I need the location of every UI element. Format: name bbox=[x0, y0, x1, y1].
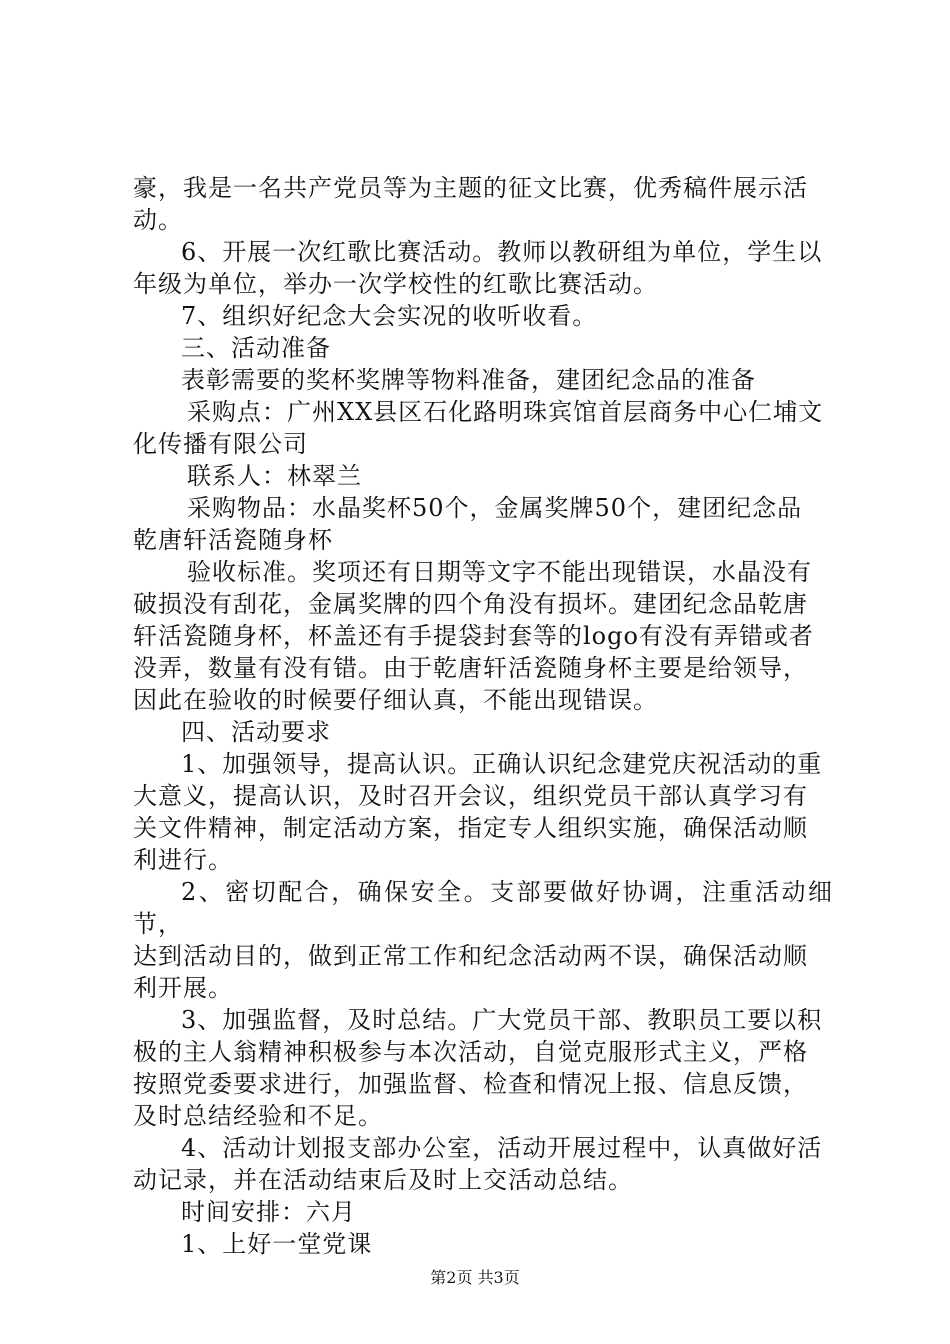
text-line: 没弄，数量有没有错。由于乾唐轩活瓷随身杯主要是给领导， bbox=[133, 654, 808, 682]
text-line: 4、活动计划报支部办公室，活动开展过程中，认真做好活 bbox=[181, 1134, 823, 1162]
paragraph bbox=[133, 556, 833, 716]
text-line: 按照党委要求进行，加强监督、检查和情况上报、信息反馈， bbox=[133, 1070, 808, 1098]
text-line: 利进行。 bbox=[133, 846, 233, 874]
text-line: 联系人：林翠兰 bbox=[187, 462, 362, 490]
paragraph bbox=[133, 1228, 833, 1260]
text-line: 采购点：广州XX县区石化路明珠宾馆首层商务中心仁埔文 bbox=[187, 398, 824, 426]
text-line: 动。 bbox=[133, 206, 183, 234]
text-line: 因此在验收的时候要仔细认真，不能出现错误。 bbox=[133, 686, 658, 714]
paragraph bbox=[133, 748, 833, 876]
paragraph bbox=[133, 332, 833, 364]
text-line: 轩活瓷随身杯，杯盖还有手提袋封套等的logo有没有弄错或者 bbox=[133, 622, 814, 650]
paragraph bbox=[133, 716, 833, 748]
text-line: 及时总结经验和不足。 bbox=[133, 1102, 383, 1130]
paragraph bbox=[133, 300, 833, 332]
text-line: 动记录，并在活动结束后及时上交活动总结。 bbox=[133, 1166, 633, 1194]
paragraph bbox=[133, 1004, 833, 1132]
text-line: 破损没有刮花，金属奖牌的四个角没有损坏。建团纪念品乾唐 bbox=[133, 590, 808, 618]
document-body bbox=[133, 172, 833, 1260]
text-line: 采购物品：水晶奖杯50个，金属奖牌50个，建团纪念品 bbox=[187, 494, 803, 522]
paragraph bbox=[133, 396, 833, 460]
paragraph bbox=[133, 492, 833, 556]
text-line: 表彰需要的奖杯奖牌等物料准备，建团纪念品的准备 bbox=[181, 366, 756, 394]
text-line: 2、密切配合，确保安全。支部要做好协调，注重活动细节， bbox=[133, 878, 833, 938]
text-line: 1、上好一堂党课 bbox=[181, 1230, 373, 1258]
text-line: 大意义，提高认识，及时召开会议，组织党员干部认真学习有 bbox=[133, 782, 808, 810]
page-number: 第2页 共3页 bbox=[430, 1268, 520, 1287]
page-footer bbox=[0, 1268, 950, 1288]
text-line: 年级为单位，举办一次学校性的红歌比赛活动。 bbox=[133, 270, 658, 298]
text-line: 利开展。 bbox=[133, 974, 233, 1002]
paragraph bbox=[133, 876, 833, 1004]
paragraph bbox=[133, 364, 833, 396]
text-line: 化传播有限公司 bbox=[133, 430, 308, 458]
text-line: 极的主人翁精神积极参与本次活动，自觉克服形式主义，严格 bbox=[133, 1038, 808, 1066]
paragraph bbox=[133, 172, 833, 236]
text-line: 乾唐轩活瓷随身杯 bbox=[133, 526, 333, 554]
paragraph bbox=[133, 236, 833, 300]
paragraph bbox=[133, 1132, 833, 1196]
text-line: 四、活动要求 bbox=[181, 718, 331, 746]
text-line: 3、加强监督，及时总结。广大党员干部、教职员工要以积 bbox=[181, 1006, 823, 1034]
paragraph bbox=[133, 1196, 833, 1228]
text-line: 时间安排：六月 bbox=[181, 1198, 356, 1226]
text-line: 达到活动目的，做到正常工作和纪念活动两不误，确保活动顺 bbox=[133, 942, 808, 970]
text-line: 6、开展一次红歌比赛活动。教师以教研组为单位，学生以 bbox=[181, 238, 823, 266]
paragraph bbox=[133, 460, 833, 492]
text-line: 关文件精神，制定活动方案，指定专人组织实施，确保活动顺 bbox=[133, 814, 808, 842]
text-line: 三、活动准备 bbox=[181, 334, 331, 362]
text-line: 验收标准。奖项还有日期等文字不能出现错误，水晶没有 bbox=[187, 558, 812, 586]
text-line: 7、组织好纪念大会实况的收听收看。 bbox=[181, 302, 598, 330]
text-line: 1、加强领导，提高认识。正确认识纪念建党庆祝活动的重 bbox=[181, 750, 823, 778]
text-line: 豪，我是一名共产党员等为主题的征文比赛，优秀稿件展示活 bbox=[133, 174, 808, 202]
